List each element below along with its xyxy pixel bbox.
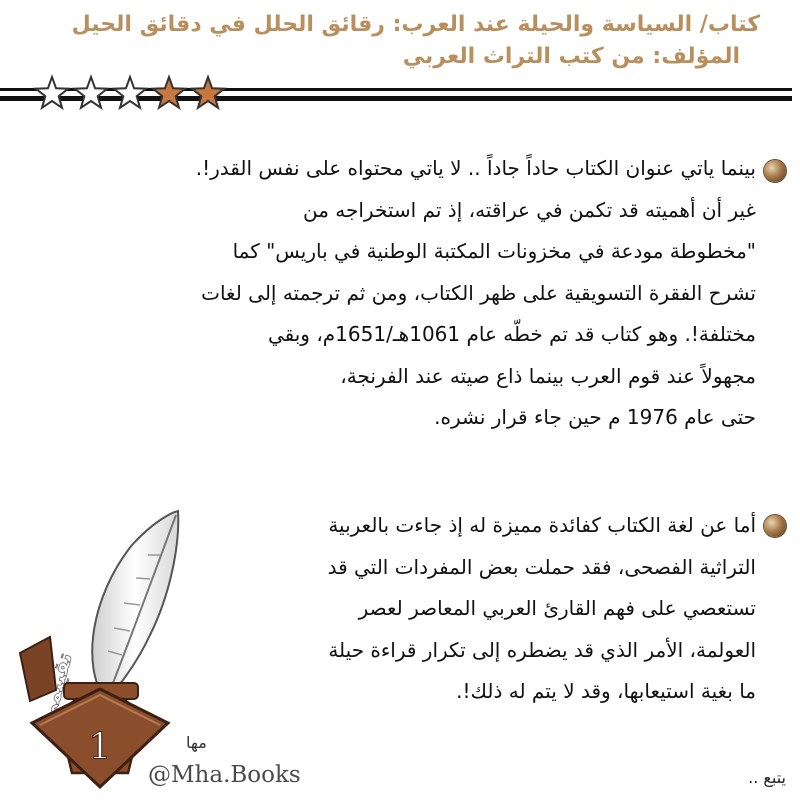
text-line: تستعصي على فهم القارئ العربي المعاصر لعصر (358, 596, 756, 620)
feather-icon (92, 511, 178, 701)
bottle-number: 1 (88, 727, 112, 768)
star-filled-icon (153, 77, 185, 108)
text-line: "مخطوطة مودعة في مخزونات المكتبة الوطنية في باريس" كما (232, 239, 756, 263)
star-filled-icon (192, 77, 224, 108)
continue-label: يتبع .. (748, 768, 786, 787)
star-rating (32, 74, 232, 114)
text-line: مجهولاً عند قوم العرب بينما ذاع صيته عند الفرنجة، (340, 363, 756, 388)
text-line: العولمة، الأمر الذي قد يضطره إلى تكرار قراءة حيلة (328, 637, 756, 662)
book-title: كتاب/ السياسة والحيلة عند العرب: رقائق الحلل في دقائق الحيل (71, 12, 760, 37)
book-author: المؤلف: من كتب التراث العربي (402, 44, 740, 69)
review-paragraph-1 (26, 148, 756, 439)
text-line: بينما ياتي عنوان الكتاب حاداً جاداً .. لا ياتي محتواه على نفس القدر!. (195, 156, 756, 180)
text-line: أما عن لغة الكتاب كفائدة مميزة له إذ جاءت بالعربية (328, 513, 756, 537)
text-line: غير أن أهميته قد تكمن في عراقته، إذ تم استخراجه من (302, 197, 756, 222)
star-empty-icon (36, 77, 68, 108)
bullet-icon (764, 160, 786, 182)
star-empty-icon (75, 77, 107, 108)
text-line: تشرح الفقرة التسويقية على ظهر الكتاب، ومن ثم ترجمته إلى لغات (201, 280, 756, 305)
text-line: التراثية الفصحى، فقد حملت بعض المفردات التي قد (327, 554, 756, 579)
instagram-handle: @Mha.Books (148, 762, 301, 788)
review-paragraph-2 (186, 505, 756, 713)
text-line: ما بغية استيعابها، وقد لا يتم له ذلك!. (456, 679, 756, 703)
text-line: حتى عام 1976 م حين جاء قرار نشره. (434, 405, 756, 429)
signature-arabic: مها (186, 733, 207, 752)
star-empty-icon (114, 77, 146, 108)
text-line: مختلفة!. وهو كتاب قد تم خطّه عام 1061هـ/1651م، وبقي (267, 322, 756, 346)
bullet-icon (764, 515, 786, 537)
